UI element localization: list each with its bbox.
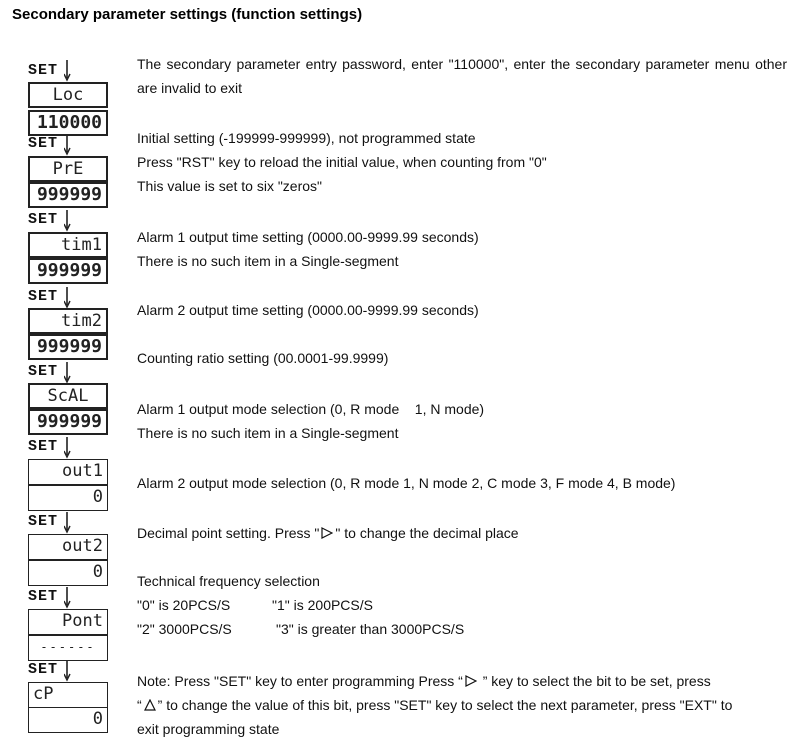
frequency-3: "3" is greater than 3000PCS/S (276, 621, 465, 637)
alarm1-time-description: Alarm 1 output time setting (0000.00-9999.99 seconds) (137, 229, 479, 245)
lcd-out2: out2 (28, 534, 108, 560)
frequency-1: "1" is 200PCS/S (272, 597, 373, 613)
lcd-loc-value: 110000 (28, 110, 108, 136)
down-arrow-icon (64, 362, 74, 384)
down-arrow-icon (64, 587, 74, 609)
down-arrow-icon (64, 437, 74, 459)
lcd-pre-value: 999999 (28, 182, 108, 208)
set-label: SET (28, 288, 59, 305)
down-arrow-icon (64, 512, 74, 534)
frequency-2: "2" 3000PCS/S (137, 621, 232, 637)
down-arrow-icon (64, 134, 74, 156)
note-text-b: ” key to select the bit to be set, press (478, 673, 711, 689)
alarm1-mode-note: There is no such item in a Single-segment (137, 425, 399, 441)
lcd-tim1: tim1 (28, 232, 108, 258)
initial-description-1: Initial setting (-199999-999999), not programmed state (137, 130, 476, 146)
lcd-tim2: tim2 (28, 308, 108, 334)
down-arrow-icon (64, 287, 74, 309)
lcd-tim2-value: 999999 (28, 334, 108, 360)
note-text-a: Note: Press "SET" key to enter programming Press “ (137, 673, 463, 689)
frequency-title: Technical frequency selection (137, 573, 320, 589)
initial-description-3: This value is set to six "zeros" (137, 178, 323, 194)
set-label: SET (28, 661, 59, 678)
lcd-loc: Loc (28, 82, 108, 108)
decimal-description (137, 521, 519, 545)
note-line-2 (137, 693, 732, 717)
down-arrow-icon (64, 210, 74, 232)
password-description: The secondary parameter entry password, enter "110000", enter the secondary parameter menu other are invalid to exit (137, 56, 787, 96)
page-title: Secondary parameter settings (function settings) (12, 6, 363, 23)
lcd-pont-value: ------ (28, 635, 108, 661)
lcd-scal: ScAL (28, 383, 108, 409)
alarm1-mode-description: Alarm 1 output mode selection (0, R mode 1, N mode) (137, 401, 485, 417)
decimal-text-a: Decimal point setting. Press " (137, 525, 320, 541)
lcd-out1: out1 (28, 459, 108, 485)
up-triangle-icon (144, 699, 156, 711)
set-label: SET (28, 438, 59, 455)
ratio-description: Counting ratio setting (00.0001-99.9999) (137, 350, 389, 366)
set-label: SET (28, 363, 59, 380)
set-label: SET (28, 135, 59, 152)
note-text-d: ” to change the value of this bit, press "SET" key to select the next parameter, press "EXT" to (157, 697, 733, 713)
right-triangle-icon (465, 675, 477, 687)
lcd-cp-value: 0 (28, 707, 108, 733)
alarm1-time-note: There is no such item in a Single-segment (137, 253, 399, 269)
lcd-out2-value: 0 (28, 560, 108, 586)
decimal-text-b: " to change the decimal place (335, 525, 519, 541)
down-arrow-icon (64, 60, 74, 82)
lcd-cp: cP (28, 682, 108, 708)
set-label: SET (28, 62, 59, 79)
note-line-1 (137, 669, 711, 693)
lcd-out1-value: 0 (28, 485, 108, 511)
down-arrow-icon (64, 660, 74, 682)
note-text-c: “ (137, 697, 142, 713)
right-triangle-icon (321, 527, 333, 539)
alarm2-time-description: Alarm 2 output time setting (0000.00-9999.99 seconds) (137, 302, 479, 318)
set-label: SET (28, 588, 59, 605)
set-label: SET (28, 211, 59, 228)
set-label: SET (28, 513, 59, 530)
lcd-pont: Pont (28, 609, 108, 635)
note-line-3: exit programming state (137, 721, 280, 737)
initial-description-2: Press "RST" key to reload the initial value, when counting from "0" (137, 154, 547, 170)
alarm2-mode-description: Alarm 2 output mode selection (0, R mode 1, N mode 2, C mode 3, F mode 4, B mode) (137, 475, 676, 491)
lcd-tim1-value: 999999 (28, 258, 108, 284)
lcd-pre: PrE (28, 156, 108, 182)
frequency-0: "0" is 20PCS/S (137, 597, 231, 613)
lcd-scal-value: 999999 (28, 409, 108, 435)
